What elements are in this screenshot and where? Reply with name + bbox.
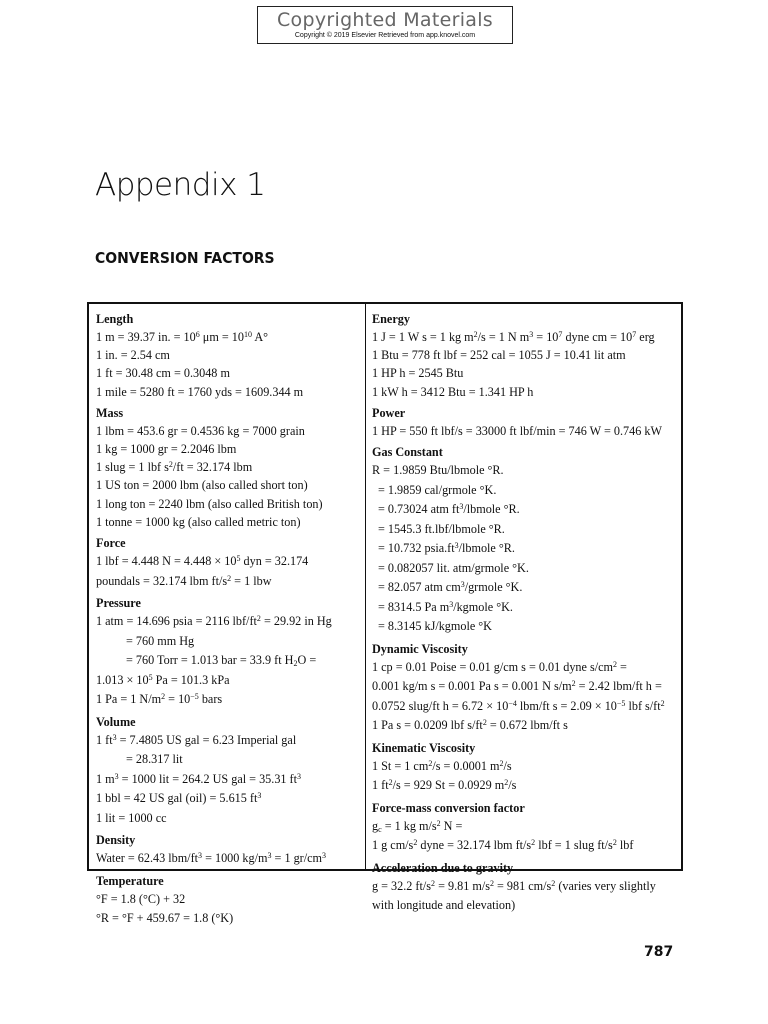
conversion-line: 1 in. = 2.54 cm — [96, 348, 170, 363]
conversion-line: R = 1.9859 Btu/lbmole °R. — [372, 463, 504, 478]
conversion-line: 1 Btu = 778 ft lbf = 252 cal = 1055 J = 10.41 lit atm — [372, 348, 626, 363]
conversion-table — [87, 302, 683, 926]
conversion-line: = 760 mm Hg — [126, 633, 195, 648]
conversion-line: 1 Pa = 1 $N/m^2 = 10^{-5}$ bars — [96, 692, 223, 707]
section-heading-force-mass-conversion-factor: Force-mass conversion factor — [372, 800, 525, 815]
conversion-line: °R = °F + 459.67 = 1.8 (°K) — [96, 911, 234, 926]
conversion-line: 1 long ton = 2240 lbm (also called British ton) — [96, 496, 323, 511]
conversion-line: 1 $ft^2/s = 929$ St = 0.0929 $m^2/s$ — [372, 778, 517, 793]
conversion-line: 0.0752 slug/ft $h = 6.72 \times 10^{-4}$ lbm/ft $s = 2.09 \times 10^{-5}$ lbf $s/ft^2$ — [372, 698, 665, 713]
conversion-line: 1 tonne = 1000 kg (also called metric ton) — [96, 514, 301, 529]
section-heading-force: Force — [96, 536, 126, 551]
conversion-line: 1 g $cm/s^2$ dyne = 32.174 lbm $ft/s^2$ lbf = 1 slug $ft/s^2$ lbf — [372, 838, 634, 853]
conversion-line: 1 J = 1 W s = 1 kg $m^2/s = 1$ N $m^3 = 10^7$ dyne cm = $10^7$ erg — [372, 330, 655, 344]
right-column — [372, 310, 678, 916]
section-heading-temperature: Temperature — [96, 873, 164, 888]
conversion-line: = 1545.3 ft.lbf/lbmole °R. — [378, 521, 505, 536]
conversion-line: 1 lbm = 453.6 gr = 0.4536 kg = 7000 grain — [96, 423, 305, 438]
conversion-line: 1 HP = 550 ft lbf/s = 33000 ft lbf/min = 746 W = 0.746 kW — [372, 423, 662, 438]
conversion-line: 1 ft = 30.48 cm = 0.3048 m — [96, 366, 230, 381]
conversion-line: 1 atm = 14.696 psia = 2116 lbf/$ft^2 = 29.92$ in Hg — [96, 614, 332, 629]
banner-subtitle: Copyright © 2019 Elsevier Retrieved from app.knovel.com — [294, 32, 476, 39]
section-heading-gas-constant: Gas Constant — [372, 445, 443, 460]
section-heading-energy: Energy — [372, 312, 410, 326]
conversion-line: 1 cp = 0.01 Poise = 0.01 g/cm s = 0.01 dyne $s/cm^2$ = — [372, 659, 627, 674]
conversion-line: = 8.3145 kJ/kgmole °K — [378, 619, 492, 634]
section-heading-length: Length — [96, 312, 134, 326]
conversion-line: 1 mile = 5280 ft = 1760 yds = 1609.344 m — [96, 384, 304, 399]
conversion-line: 1 lit = 1000 cc — [96, 810, 167, 825]
conversion-line: 1 HP h = 2545 Btu — [372, 366, 464, 381]
conversion-line: 1 m = 39.37 in. = $10^6$ $\mu m = 10^{10}$ A° — [96, 330, 269, 344]
conversion-line: = 10.732 $psia.ft^3$/lbmole °R. — [378, 541, 515, 556]
conversion-line: 1 St = 1 $cm^2/s = 0.0001$ $m^2/s$ — [372, 758, 512, 773]
section-heading-dynamic-viscosity: Dynamic Viscosity — [372, 641, 468, 656]
conversion-line: 1 slug = 1 lbf $s^2/ft = 32.174$ lbm — [96, 460, 253, 475]
section-heading-volume: Volume — [96, 714, 136, 729]
conversion-line: 1 lbf = 4.448 $N = 4.448 \times 10^5$ dyn = 32.174 — [96, 554, 309, 569]
conversion-line: 1 kg = 1000 gr = 2.2046 lbm — [96, 442, 237, 457]
conversion-line: = 1.9859 cal/grmole °K. — [378, 482, 497, 497]
conversion-line: Water = 62.43 lbm/$ft^3 = 1000$ $kg/m^3 = 1$ $gr/cm^3$ — [96, 851, 327, 866]
page-number: 787 — [644, 944, 674, 960]
appendix-title: Appendix 1 — [95, 167, 266, 203]
section-heading-density: Density — [96, 833, 136, 848]
left-column — [96, 310, 358, 929]
section-heading-kinematic-viscosity: Kinematic Viscosity — [372, 740, 476, 755]
conversion-line: = 0.082057 lit. atm/grmole °K. — [378, 560, 529, 575]
copyright-banner — [257, 6, 513, 44]
banner-title: Copyrighted Materials — [276, 9, 493, 31]
conversion-line: 1 Pa s = 0.0209 lbf $s/ft^2 = 0.672$ lbm/ft s — [372, 718, 568, 733]
column-divider — [365, 304, 366, 869]
conversion-line: 1 kW h = 3412 Btu = 1.341 HP h — [372, 384, 534, 399]
conversion-line: = 0.73024 atm $ft^3$/lbmole °R. — [378, 502, 520, 517]
section-heading-power: Power — [372, 405, 406, 420]
conversion-line: $1.013 \times 10^5$ Pa = 101.3 kPa — [96, 672, 230, 687]
section-heading-pressure: Pressure — [96, 596, 141, 611]
conversion-line: 1 $m^3 = 1000$ lit = 264.2 US gal = 35.31 $ft^3$ — [96, 771, 302, 786]
conversion-line: = 760 Torr = 1.013 bar = 33.9 ft $H_2O$ = — [126, 653, 317, 669]
conversion-line: °F = 1.8 (°C) + 32 — [96, 891, 186, 906]
conversion-line: 0.001 kg/m s = 0.001 Pa s = 0.001 N $s/m^2 = 2.42$ lbm/ft h = — [372, 679, 662, 694]
conversion-line: $g_c = 1$ kg $m/s^2$ N = — [372, 818, 463, 834]
conversion-line: poundals = 32.174 lbm $ft/s^2 = 1$ lbw — [96, 573, 272, 588]
conversion-line: = 82.057 atm $cm^3$/grmole °K. — [378, 580, 523, 595]
conversion-line: = 8314.5 Pa $m^3$/kgmole °K. — [378, 599, 513, 614]
section-title: CONVERSION FACTORS — [95, 249, 275, 267]
conversion-line: 1 $ft^3 = 7.4805$ US gal = 6.23 Imperial gal — [96, 732, 297, 747]
conversion-line: = 28.317 lit — [126, 752, 183, 767]
conversion-line: 1 bbl = 42 US gal (oil) = 5.615 $ft^3$ — [96, 791, 262, 806]
conversion-line: 1 US ton = 2000 lbm (also called short ton) — [96, 478, 308, 493]
section-heading-acceleration-due-to-gravity: Acceleration due to gravity — [372, 860, 514, 875]
section-heading-mass: Mass — [96, 405, 124, 420]
conversion-line: with longitude and elevation) — [372, 898, 516, 913]
conversion-line: g = 32.2 $ft/s^2 = 9.81$ $m/s^2 = 981$ $cm/s^2$ (varies very slightly — [372, 878, 656, 893]
